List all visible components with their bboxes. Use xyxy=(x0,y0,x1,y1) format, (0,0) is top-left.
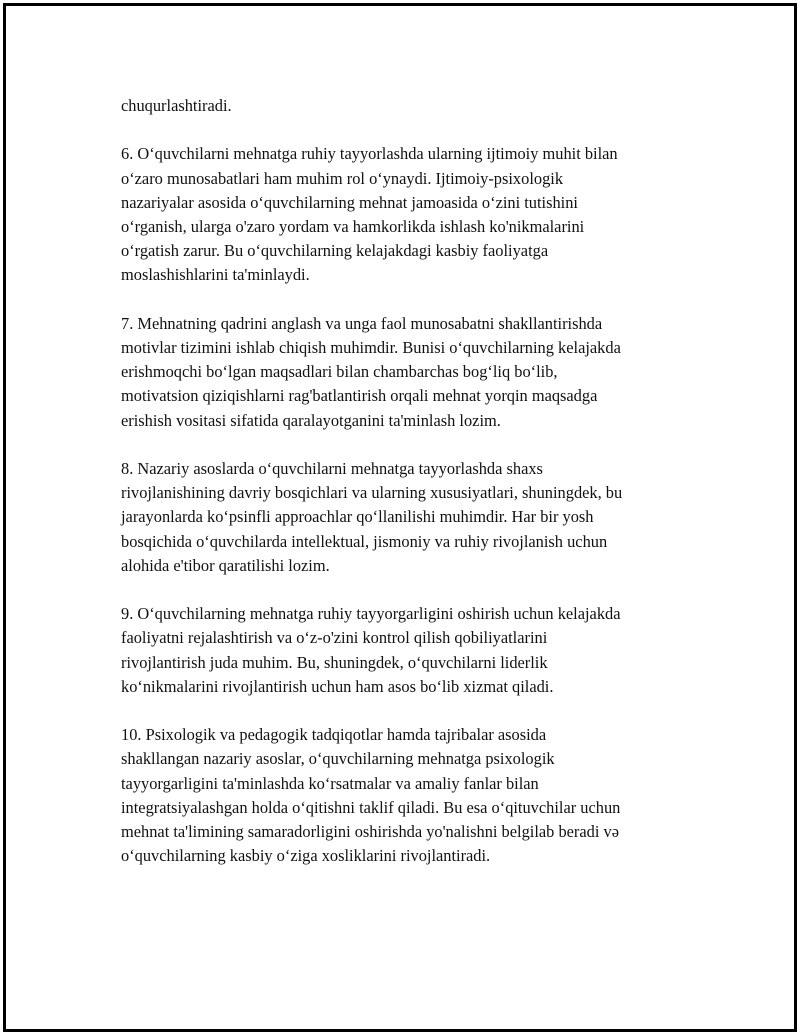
paragraph-continuation: chuqurlashtiradi. xyxy=(121,96,232,115)
paragraph-10: 10. Psixologik va pedagogik tadqiqotlar hamda tajribalar asosida shakllangan nazariy asoslar, o‘quvchilarning mehnatga psixologik tayyorgarligini ta'minlashda ko‘rsatmalar va amaliy fanlar bilan integratsiyalashgan holda o‘qitishni taklif qiladi. Bu esa o‘qituvchilar uchun mehnat ta'limining samaradorligini oshirishda yo'nalishni belgilab beradi və o‘quvchilarning kasbiy o‘ziga xosliklarini rivojlantiradi. xyxy=(121,725,621,866)
page-frame xyxy=(3,3,797,1032)
paragraph-7: 7. Mehnatning qadrini anglash va unga faol munosabatni shakllantirishda motivlar tizimini ishlab chiqish muhimdir. Bunisi o‘quvchilarning kelajakda erishmoqchi bo‘lgan maqsadlari bilan chambarchas bog‘liq bo‘lib, motivatsion qiziqishlarni rag'batlantirish orqali mehnat yorqin maqsadga erishish vositasi sifatida qaralayotganini ta'minlash lozim. xyxy=(121,313,621,430)
page-body xyxy=(121,94,691,893)
paragraph-9: 9. O‘quvchilarning mehnatga ruhiy tayyorgarligini oshirish uchun kelajakda faoliyatni rejalashtirish va o‘z-o'zini kontrol qilish qobiliyatlarini rivojlantirish juda muhim. Bu, shuningdek, o‘quvchilarni liderlik ko‘nikmalarini rivojlantirish uchun ham asos bo‘lib xizmat qiladi. xyxy=(121,604,621,696)
paragraph-6: 6. O‘quvchilarni mehnatga ruhiy tayyorlashda ularning ijtimoiy muhit bilan o‘zaro munosabatlari ham muhim rol o‘ynaydi. Ijtimoiy-psixologik nazariyalar asosida o‘quvchilarning mehnat jamoasida o‘zini tutishini o‘rganish, ularga o'zaro yordam va hamkorlikda ishlash ko'nikmalarini o‘rgatish zarur. Bu o‘quvchilarning kelajakdagi kasbiy faoliyatga moslashishlarini ta'minlaydi. xyxy=(121,144,618,285)
paragraph-8: 8. Nazariy asoslarda o‘quvchilarni mehnatga tayyorlashda shaxs rivojlanishining davriy bosqichlari va ularning xususiyatlari, shuningdek, bu jarayonlarda ko‘psinfli approachlar qo‘llanilishi muhimdir. Har bir yosh bosqichida o‘quvchilarda intellektual, jismoniy va ruhiy rivojlanish uchun alohida e'tibor qaratilishi lozim. xyxy=(121,459,623,575)
